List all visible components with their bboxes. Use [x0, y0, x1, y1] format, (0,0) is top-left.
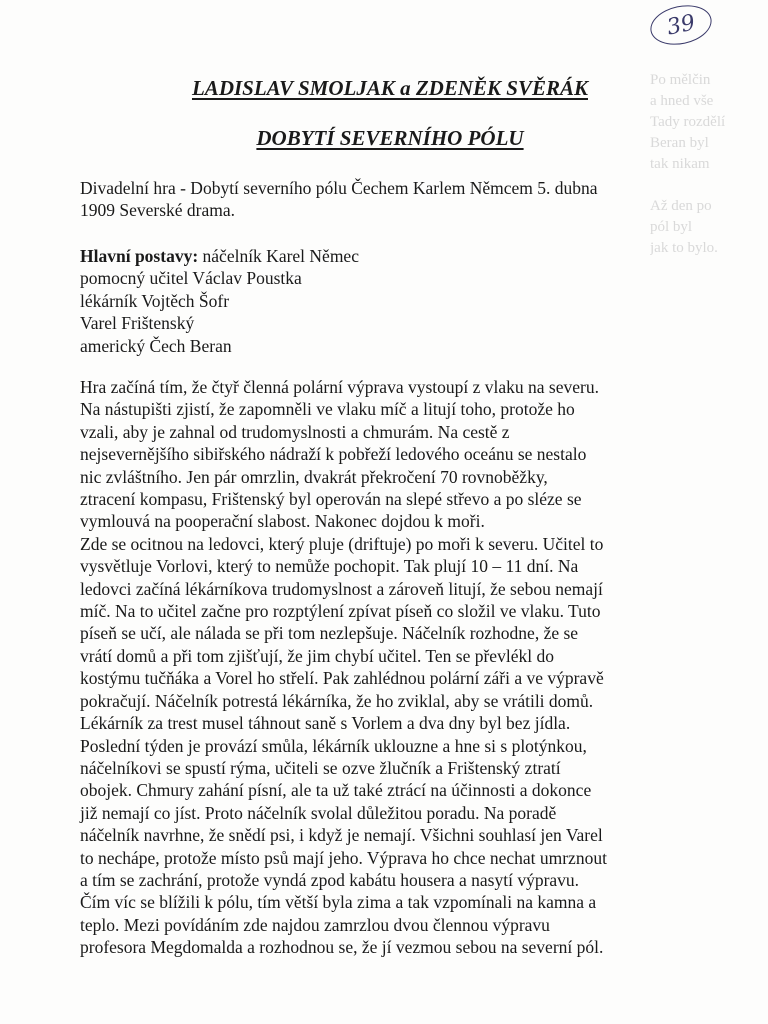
intro-line: Divadelní hra - Dobytí severního pólu Čechem Karlem Němcem 5. dubna — [80, 178, 598, 198]
synopsis-line: vrátí domů a při tom zjišťují, že jim chybí učitel. Ten se převlékl do — [80, 645, 554, 666]
synopsis-line: míč. Na to učitel začne pro rozptýlení zpívat píseň co složil ve vlaku. Tuto — [80, 601, 601, 622]
cast-member: Varel Frištenský — [80, 313, 195, 334]
bleed-line: Až den po — [650, 198, 712, 214]
bleed-line: Po mělčin — [650, 72, 711, 88]
bleed-line: tak nikam — [650, 156, 710, 172]
cast-list — [80, 245, 740, 357]
intro-line: 1909 Severské drama. — [80, 200, 236, 221]
cast-member: náčelník Karel Němec — [202, 246, 359, 266]
synopsis-line: a tím se zachrání, protože vyndá zpod kabátu housera a nasytí výpravu. — [80, 869, 580, 890]
cast-label: Hlavní postavy: — [80, 246, 199, 266]
bleed-line: Beran byl — [650, 135, 709, 151]
synopsis-line: píseň se učí, ale nálada se při tom nezlepšuje. Náčelník rozhodne, že se — [80, 623, 579, 644]
bleed-line: pól byl — [650, 219, 693, 235]
synopsis-line: kostýmu tučňáka a Vorel ho střelí. Pak zahlédnou polární záři a ve výpravě — [80, 668, 604, 689]
synopsis-line: nejsevernějšího sibiřského nádraží k pobřeží ledového oceánu se nestalo — [80, 444, 587, 465]
page-number-stamp — [647, 0, 716, 50]
page-number: 39 — [664, 9, 698, 41]
synopsis-line: pokračují. Náčelník potrestá lékárníka, že ho zviklal, aby se vrátili domů. — [80, 690, 594, 711]
synopsis-line: Lékárník za trest musel táhnout saně s Vorlem a dva dny byl bez jídla. — [80, 713, 571, 734]
title-authors: LADISLAV SMOLJAK a ZDENĚK SVĚRÁK — [191, 76, 588, 100]
synopsis-line: ledovci začíná lékárníkova trudomyslnost a zároveň litují, že sebou nemají — [80, 578, 603, 599]
synopsis-line: profesora Megdomalda a rozhodnou se, že jí vezmou sebou na severní pól. — [80, 937, 604, 958]
synopsis-line: Čím víc se blížili k pólu, tím větší byla zima a tak vzpomínali na kamna a — [80, 892, 597, 913]
bleed-line: a hned vše — [650, 93, 714, 109]
intro-paragraph — [80, 177, 740, 222]
synopsis-text — [80, 376, 740, 959]
synopsis-line: vysvětluje Vorlovi, který to nemůže pochopit. Tak plují 10 – 11 dní. Na — [80, 556, 579, 577]
synopsis-line: Poslední týden je provází smůla, lékárník uklouzne a hne si s plotýnkou, — [80, 735, 587, 756]
synopsis-line: to nechápe, protože místo psů mají jeho. Výprava ho chce nechat umrznout — [80, 847, 607, 868]
synopsis-line: Hra začíná tím, že čtyř členná polární výprava vystoupí z vlaku na severu. — [80, 377, 599, 397]
cast-member: lékárník Vojtěch Šofr — [80, 290, 230, 311]
cast-member: pomocný učitel Václav Poustka — [80, 268, 302, 289]
synopsis-line: Zde se ocitnou na ledovci, který pluje (driftuje) po moři k severu. Učitel to — [80, 533, 604, 554]
synopsis-line: náčelník navrhne, že snědí psi, i když je nemají. Všichni souhlasí jen Varel — [80, 825, 603, 846]
synopsis-line: vzali, aby je zahnal od trudomyslnosti a chmurám. Na cestě z — [80, 421, 510, 442]
synopsis-line: Na nástupišti zjistí, že zapomněli ve vlaku míč a litují toho, protože ho — [80, 399, 575, 420]
synopsis-line: vymlouvá na pooperační slabost. Nakonec dojdou k moři. — [80, 511, 485, 532]
bleed-line: Tady rozdělí — [650, 114, 726, 130]
synopsis-line: obojek. Chmury zahání písní, ale ta už také ztrácí na účinnosti a dokonce — [80, 780, 592, 801]
title-play: DOBYTÍ SEVERNÍHO PÓLU — [256, 126, 524, 150]
cast-line — [80, 245, 740, 267]
synopsis-line: teplo. Mezi povídáním zde najdou zamrzlou dvou člennou výpravu — [80, 914, 550, 935]
bleed-line: jak to bylo. — [650, 240, 718, 256]
cast-member: americký Čech Beran — [80, 335, 232, 356]
synopsis-line: nic zvláštního. Jen pár omrzlin, dvakrát překročení 70 rovnoběžky, — [80, 466, 548, 487]
synopsis-line: ztracení kompasu, Frištenský byl operován na slepé střevo a po sléze se — [80, 489, 582, 510]
synopsis-line: náčelníkovi se spustí rýma, učiteli se ozve žlučník a Frištenský ztratí — [80, 757, 561, 778]
synopsis-line: již nemají co jíst. Proto náčelník svolal důležitou poradu. Na poradě — [80, 802, 557, 823]
